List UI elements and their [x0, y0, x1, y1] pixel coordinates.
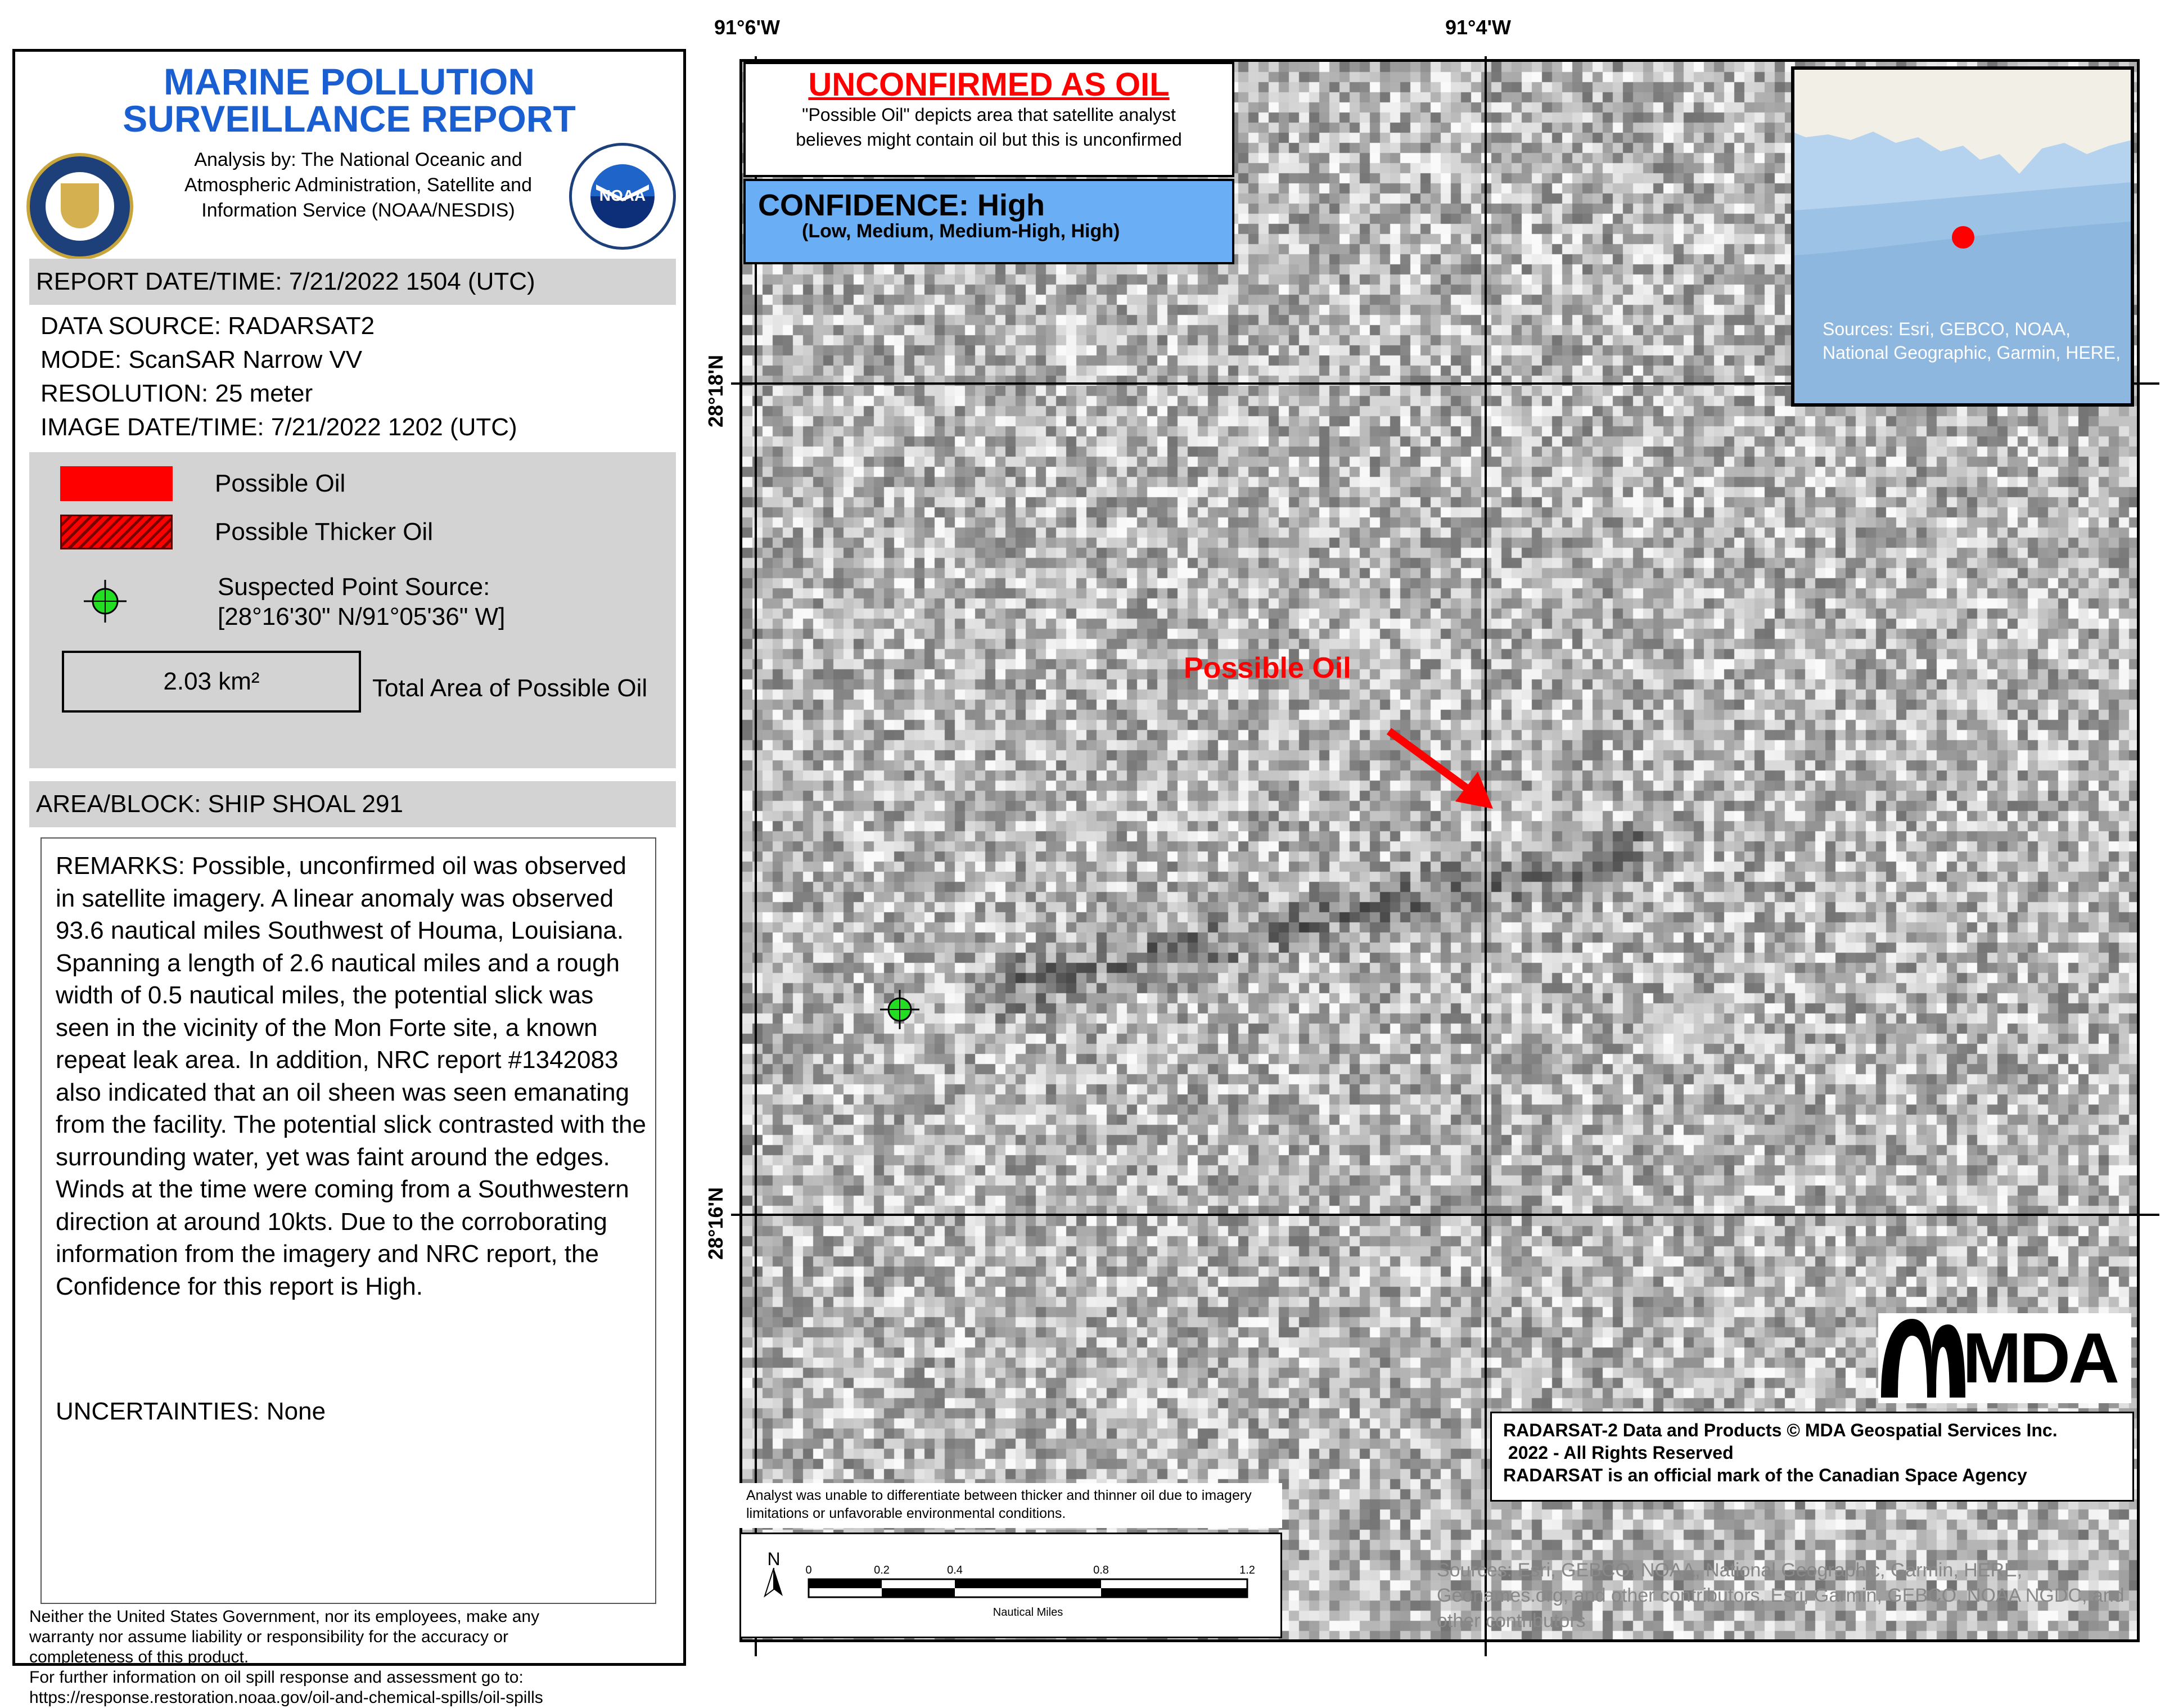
graticule-line [755, 56, 757, 1656]
report-title [15, 63, 683, 137]
mda-logo-text: MDA [1963, 1318, 2117, 1398]
graticule-line [1485, 56, 1487, 1656]
resolution: RESOLUTION: 25 meter [40, 380, 313, 407]
north-arrow-icon [765, 1568, 783, 1596]
confidence-scale: (Low, Medium, Medium-High, High) [802, 220, 1120, 242]
point-source-coords: [28°16'30" N/91°05'36" W] [218, 603, 506, 630]
north-label: N [767, 1549, 781, 1569]
copyright-line-3: RADARSAT is an official mark of the Canadian Space Agency [1503, 1465, 2027, 1485]
point-source-label: Suspected Point Source: [218, 573, 490, 601]
analysis-line-2: Atmospheric Administration, Satellite and [184, 174, 532, 196]
mda-logo-icon [1881, 1319, 1965, 1398]
copyright-line-2: 2022 - All Rights Reserved [1503, 1443, 1734, 1463]
locator-inset-map [1791, 66, 2134, 407]
unconfirmed-desc-line-2: believes might contain oil but this is unconfirmed [796, 129, 1182, 150]
title-line-2: SURVEILLANCE REPORT [123, 98, 576, 139]
latitude-label: 28°16'N [704, 1187, 727, 1260]
total-area-value: 2.03 km² [62, 651, 361, 713]
arrow-icon [1383, 725, 1501, 815]
possible-oil-swatch [60, 466, 173, 501]
scale-tick-label: 1.2 [1239, 1564, 1255, 1576]
longitude-label: 91°4'W [1445, 16, 1511, 39]
thicker-oil-label: Possible Thicker Oil [215, 518, 433, 546]
department-of-commerce-seal-icon [26, 153, 133, 260]
analysis-credit [147, 147, 569, 223]
point-source-legend-icon [83, 579, 128, 624]
total-area-label: Total Area of Possible Oil [372, 674, 648, 702]
unconfirmed-description [746, 102, 1232, 152]
scale-tick-label: 0.2 [874, 1564, 890, 1576]
inset-sources: Sources: Esri, GEBCO, NOAA, National Geographic, Garmin, HERE, [1823, 319, 2121, 363]
noaa-logo-icon [569, 143, 676, 250]
scale-bar [741, 1534, 1281, 1637]
analysis-line-1: Analysis by: The National Oceanic and [194, 149, 522, 170]
analyst-note: Analyst was unable to differentiate between thicker and thinner oil due to imagery limitations or unfavorable environmental conditions. [739, 1483, 1282, 1528]
point-source-marker-icon [880, 990, 919, 1029]
data-copyright [1490, 1412, 2134, 1502]
unconfirmed-notice [743, 62, 1234, 177]
latitude-label: 28°18'N [704, 354, 727, 427]
possible-oil-map-label: Possible Oil [1184, 652, 1351, 684]
location-marker-icon [1952, 226, 1974, 249]
confidence-level: CONFIDENCE: High [758, 188, 1045, 222]
mda-logo [1878, 1313, 2131, 1403]
copyright-line-1: RADARSAT-2 Data and Products © MDA Geospatial Services Inc. [1503, 1420, 2058, 1440]
possible-oil-label: Possible Oil [215, 470, 346, 497]
basemap-sources: Sources: Esri, GEBCO, NOAA, National Geographic, Garmin, HERE, Geonames.org, and other contributors, Esri, Garmin, GEBCO, NOAA NGDC, and other contributors [1437, 1560, 2125, 1632]
scale-tick-label: 0.8 [1093, 1564, 1109, 1576]
mode: MODE: ScanSAR Narrow VV [40, 346, 363, 373]
scale-bar-box [739, 1533, 1282, 1638]
legend [29, 452, 676, 768]
disclaimer: Neither the United States Government, nor its employees, make any warranty nor assume liability or responsibility for the accuracy or completeness of this product. For further information on oil spill response and assessment go to: https://response.restoration.noaa.gov/oil-and-chemical-spills/oil-spills [29, 1607, 543, 1707]
scale-tick-label: 0.4 [947, 1564, 963, 1576]
noaa-logo-text: NOAA [599, 187, 646, 204]
title-line-1: MARINE POLLUTION [164, 61, 535, 102]
longitude-label: 91°6'W [714, 16, 780, 39]
analysis-line-3: Information Service (NOAA/NESDIS) [201, 200, 515, 221]
data-source: DATA SOURCE: RADARSAT2 [40, 312, 375, 340]
scale-tick-label: 0 [805, 1564, 812, 1576]
image-datetime: IMAGE DATE/TIME: 7/21/2022 1202 (UTC) [40, 413, 517, 441]
thicker-oil-swatch [60, 515, 173, 549]
remarks-text: REMARKS: Possible, unconfirmed oil was observed in satellite imagery. A linear anomaly was observed 93.6 nautical miles Southwest of Houma, Louisiana. Spanning a length of 2.6 nautical miles and a rough width of 0.5 nautical miles, the potential slick was seen in the vicinity of the Mon Forte site, a known repeat leak area. In addition, NRC report #1342083 also indicated that an oil sheen was seen emanating from the facility. The potential slick contrasted with the surrounding water, yet was faint around the edges. Winds at the time were coming from a Southwestern direction at around 10kts. Due to the corroborating information from the imagery and NRC report, the Confidence for this report is High. [56, 852, 653, 1300]
unconfirmed-title: UNCONFIRMED AS OIL [808, 66, 1170, 103]
area-block: AREA/BLOCK: SHIP SHOAL 291 [29, 781, 676, 827]
remarks-box [40, 837, 656, 1604]
uncertainties: UNCERTAINTIES: None [56, 1398, 326, 1425]
scale-unit: Nautical Miles [993, 1606, 1063, 1619]
report-datetime: REPORT DATE/TIME: 7/21/2022 1504 (UTC) [29, 259, 676, 305]
report-panel [12, 49, 686, 1707]
unconfirmed-desc-line-1: "Possible Oil" depicts area that satellite analyst [802, 105, 1176, 125]
graticule-line [731, 1214, 2159, 1216]
confidence-box [743, 179, 1234, 264]
